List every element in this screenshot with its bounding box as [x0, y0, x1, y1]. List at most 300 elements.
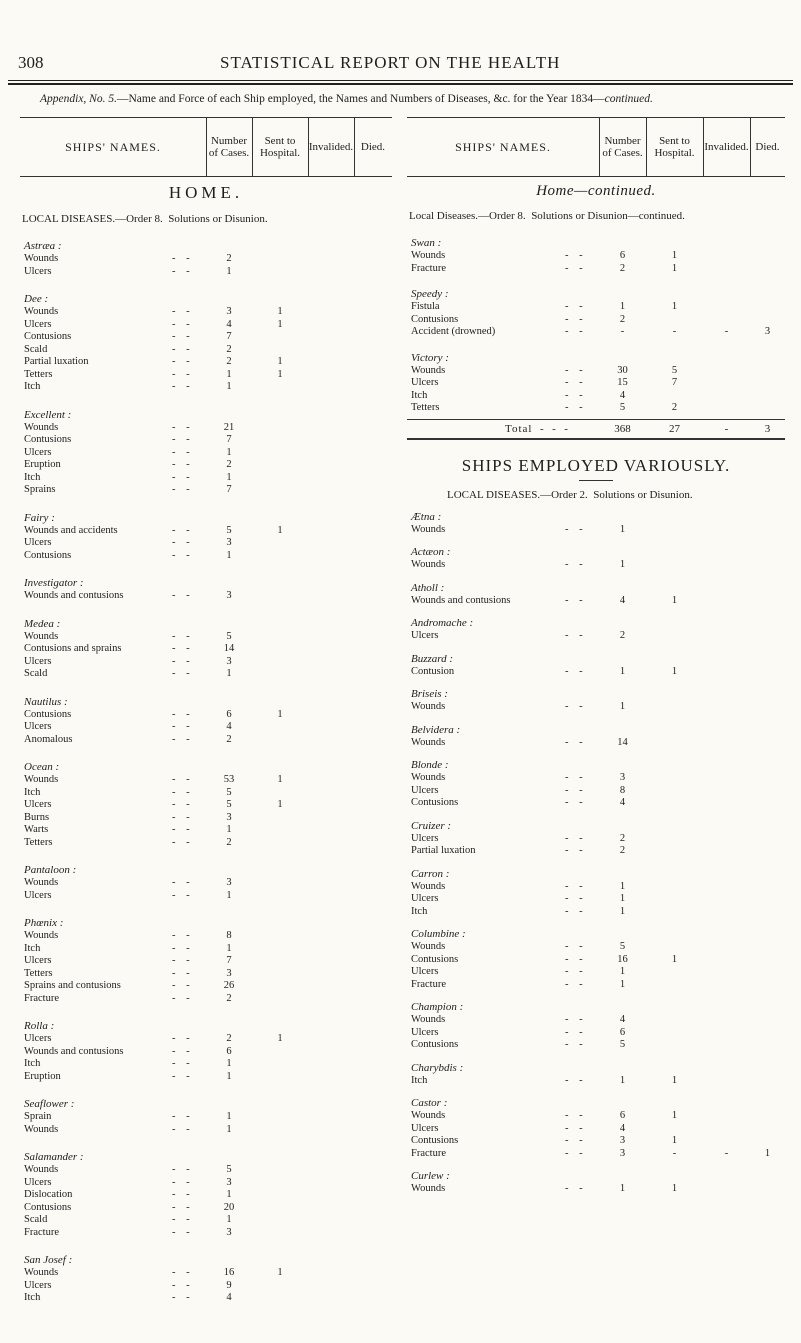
leader-dashes: - -	[565, 301, 587, 312]
disease-label: Ulcers	[24, 799, 52, 810]
table-row	[407, 1075, 785, 1088]
cases-value: 4	[619, 389, 626, 401]
table-row	[407, 314, 785, 327]
table-row	[20, 824, 392, 837]
disease-label: Fracture	[24, 1226, 59, 1238]
leader-dashes: - -	[565, 893, 587, 904]
cases-value: 1	[226, 1070, 232, 1082]
table-row	[407, 1148, 785, 1161]
cases-value: 4	[619, 1122, 626, 1134]
leader-dashes: - -	[172, 331, 194, 342]
leader-dashes: - -	[565, 523, 587, 535]
disease-label: Wounds	[411, 559, 446, 570]
table-row	[20, 1214, 392, 1227]
table-row	[20, 306, 392, 319]
header-ships-names: SHIPS' NAMES.	[65, 140, 161, 154]
disease-label: Ulcers	[411, 966, 439, 977]
table-row	[20, 890, 392, 903]
disease-label: Wounds and contusions	[24, 590, 124, 601]
header-number-of-cases: Number of Cases.	[602, 135, 643, 159]
disease-label: Contusions	[24, 434, 72, 445]
cases-value: 3	[619, 1147, 626, 1159]
header-number-of-cases: Number of Cases.	[208, 135, 250, 159]
leader-dashes: - -	[172, 590, 194, 601]
total-hospital: 27	[669, 422, 680, 435]
hospital-value: 1	[671, 262, 678, 274]
disease-label: Wounds	[411, 772, 446, 783]
leader-dashes: - -	[172, 836, 194, 848]
disease-order-note: Solutions or Disunion.	[593, 488, 693, 501]
cases-value: 1	[226, 381, 232, 392]
page-number: 308	[18, 53, 44, 72]
leader-dashes: - -	[172, 318, 194, 330]
cases-value: 4	[619, 797, 626, 808]
table-row	[407, 402, 785, 415]
table-row	[407, 1014, 785, 1027]
disease-label: Contusions	[24, 708, 72, 720]
cases-value: 5	[226, 786, 232, 798]
top-rule	[8, 80, 793, 85]
ship-name: Fairy :	[24, 511, 55, 524]
ship-name: Carron :	[411, 867, 450, 880]
leader-dashes: - -	[565, 845, 587, 856]
leader-dashes: - -	[565, 389, 587, 401]
cases-value: 6	[226, 1045, 232, 1057]
disease-label: Itch	[24, 381, 41, 392]
cases-value: 2	[226, 1033, 232, 1044]
cases-value: 26	[223, 980, 235, 991]
cases-value: 5	[226, 524, 232, 536]
disease-label: Wounds and contusions	[411, 594, 511, 606]
ship-block	[20, 863, 392, 902]
table-row	[407, 559, 785, 572]
table-row	[407, 966, 785, 979]
ship-block	[407, 236, 785, 275]
hospital-value: 5	[671, 364, 678, 376]
cases-value: 2	[226, 836, 232, 848]
leader-dashes: - -	[172, 1176, 194, 1188]
disease-order-label: LOCAL DISEASES.—Order 8.	[22, 213, 163, 225]
hospital-value: 1	[277, 318, 283, 330]
cases-value: 2	[226, 733, 232, 745]
cases-value: 5	[619, 1039, 626, 1050]
table-row	[20, 422, 392, 435]
disease-label: Wounds	[411, 1183, 446, 1194]
disease-label: Ulcers	[411, 832, 439, 844]
ship-name: Seaflower :	[24, 1098, 75, 1110]
leader-dashes: - -	[172, 992, 194, 1004]
disease-label: Ulcers	[24, 265, 52, 277]
cases-value: 3	[619, 1135, 626, 1146]
disease-label: Wounds	[411, 523, 446, 535]
ship-name: Excellent :	[24, 408, 72, 421]
table-row	[20, 525, 392, 538]
cases-value: 6	[619, 1026, 626, 1038]
right-table	[407, 117, 785, 1196]
leader-dashes: - -	[172, 1214, 194, 1225]
disease-label: Contusions	[411, 797, 459, 808]
leader-dashes: - -	[172, 708, 194, 720]
ship-block	[407, 652, 785, 679]
ship-block	[407, 581, 785, 608]
hospital-value: 1	[671, 594, 678, 606]
ship-name: Phœnix :	[24, 917, 64, 929]
leader-dashes: - -	[172, 811, 194, 823]
disease-label: Contusions	[411, 1135, 459, 1146]
table-row	[20, 369, 392, 382]
cases-value: 1	[226, 668, 232, 679]
leader-dashes: - -	[172, 1279, 194, 1291]
cases-value: 2	[226, 343, 232, 355]
leader-dashes: - -	[565, 326, 587, 337]
leader-dashes: - -	[172, 265, 194, 277]
disease-label: Itch	[24, 471, 41, 483]
table-row	[407, 954, 785, 967]
leader-dashes: - -	[172, 1045, 194, 1057]
leader-dashes: - -	[172, 549, 194, 561]
cases-value: 3	[226, 655, 232, 667]
hospital-value: 1	[671, 665, 678, 677]
disease-label: Wounds	[411, 880, 446, 892]
disease-label: Tetters	[411, 402, 440, 413]
cases-value: 3	[226, 1226, 232, 1238]
table-row	[20, 1124, 392, 1137]
table-row	[20, 459, 392, 472]
table-row	[20, 1280, 392, 1293]
cases-value: 5	[619, 941, 626, 952]
hospital-value: 1	[671, 1183, 678, 1194]
right-disease-order	[409, 210, 785, 222]
disease-label: Contusions and sprains	[24, 643, 122, 654]
cases-value: 7	[226, 434, 232, 445]
hospital-value: 1	[277, 1033, 283, 1044]
leader-dashes: - -	[172, 1201, 194, 1213]
disease-label: Wounds	[411, 941, 446, 952]
leader-dashes: - -	[172, 524, 194, 536]
cases-value: 1	[226, 446, 232, 458]
ship-block	[407, 758, 785, 810]
table-row	[20, 1267, 392, 1280]
leader-dashes: - -	[172, 368, 194, 380]
cases-value: 20	[223, 1201, 235, 1213]
disease-label: Ulcers	[411, 377, 439, 388]
leader-dashes: - -	[565, 1183, 587, 1194]
disease-label: Ulcers	[24, 889, 52, 901]
disease-label: Ulcers	[24, 721, 52, 732]
disease-label: Wounds	[24, 253, 59, 264]
table-row	[407, 737, 785, 750]
table-row	[20, 955, 392, 968]
ship-name: Pantaloon :	[24, 864, 77, 876]
ship-block	[407, 1061, 785, 1088]
table-row	[20, 812, 392, 825]
cases-value: 7	[226, 331, 232, 342]
cases-value: 3	[226, 590, 232, 601]
left-disease-order	[22, 213, 392, 225]
table-row	[20, 266, 392, 279]
disease-label: Fistula	[411, 301, 440, 312]
leader-dashes: - -	[172, 967, 194, 979]
leader-dashes: - -	[565, 1074, 587, 1086]
leader-dashes: - -	[565, 880, 587, 892]
cases-value: 3	[226, 811, 232, 823]
cases-value: 21	[223, 421, 235, 433]
table-caption	[40, 93, 653, 105]
ship-name: Charybdis :	[411, 1061, 464, 1074]
leader-dashes: - -	[172, 1111, 194, 1122]
leader-dashes: - -	[172, 630, 194, 642]
ship-block	[407, 1096, 785, 1160]
ship-block	[20, 760, 392, 849]
disease-label: Contusions	[24, 549, 72, 561]
disease-label: Wounds	[24, 1123, 59, 1135]
disease-label: Itch	[411, 389, 428, 401]
disease-label: Partial luxation	[24, 356, 89, 367]
leader-dashes: - -	[172, 980, 194, 991]
disease-label: Wounds	[411, 1110, 446, 1121]
table-row	[20, 721, 392, 734]
cases-value: 7	[226, 955, 232, 966]
disease-label: Ulcers	[411, 630, 439, 641]
table-row	[407, 666, 785, 679]
disease-order-label: LOCAL DISEASES.—Order 2.	[447, 488, 588, 501]
leader-dashes: - -	[172, 1164, 194, 1175]
hospital-value: 1	[671, 250, 678, 261]
leader-dashes: - -	[172, 824, 194, 835]
cases-value: 2	[226, 253, 232, 264]
cases-value: 4	[619, 1014, 626, 1025]
leader-dashes: - -	[172, 537, 194, 548]
disease-label: Fracture	[24, 992, 59, 1004]
hospital-value: 1	[277, 708, 283, 720]
cases-value: 16	[223, 1267, 235, 1278]
caption-prefix: Appendix, No. 5.	[40, 93, 117, 105]
ship-name: Rolla :	[24, 1020, 55, 1032]
ship-name: Columbine :	[411, 928, 466, 940]
leader-dashes: - -	[172, 471, 194, 483]
table-row	[407, 326, 785, 339]
table-row	[20, 787, 392, 800]
disease-label: Contusions	[24, 1201, 72, 1213]
disease-label: Sprain	[24, 1111, 52, 1122]
leader-dashes: - -	[172, 668, 194, 679]
cases-value: 14	[223, 643, 235, 654]
leader-dashes: - -	[565, 630, 587, 641]
cases-value: 2	[619, 845, 626, 856]
ship-block	[20, 239, 392, 278]
ship-name: Curlew :	[411, 1170, 450, 1182]
variously-disease-order	[447, 489, 785, 501]
total-invalided: -	[724, 422, 729, 435]
cases-value: 5	[226, 799, 232, 810]
cases-value: 3	[226, 877, 232, 888]
table-row	[20, 631, 392, 644]
cases-value: 4	[619, 594, 626, 606]
disease-label: Dislocation	[24, 1189, 73, 1200]
cases-value: 5	[226, 630, 232, 642]
cases-value: 1	[226, 1111, 232, 1122]
disease-label: Warts	[24, 824, 49, 835]
cases-value: 1	[226, 368, 232, 380]
cases-value: 2	[226, 356, 232, 367]
table-row	[407, 250, 785, 263]
ship-name: Belvidera :	[411, 723, 461, 736]
header-sent-to-hospital: Sent to Hospital.	[259, 135, 301, 159]
table-row	[20, 1046, 392, 1059]
disease-label: Ulcers	[24, 1279, 52, 1291]
leader-dashes: - -	[565, 1026, 587, 1038]
leader-dashes: - -	[565, 1135, 587, 1146]
invalided-value: -	[724, 326, 729, 337]
disease-label: Ulcers	[411, 784, 439, 796]
table-row	[407, 701, 785, 714]
table-row	[20, 253, 392, 266]
ship-block	[20, 576, 392, 603]
hospital-value: 1	[277, 774, 283, 785]
cases-value: 30	[617, 364, 628, 376]
cases-value: 1	[226, 889, 232, 901]
disease-label: Ulcers	[24, 1033, 52, 1044]
disease-label: Contusion	[411, 665, 455, 677]
table-row	[20, 537, 392, 550]
table-row	[20, 550, 392, 563]
header-sent-to-hospital: Sent to Hospital.	[654, 135, 695, 159]
cases-value: 1	[619, 523, 626, 535]
cases-value: 1	[619, 978, 626, 990]
table-row	[20, 837, 392, 850]
leader-dashes: - -	[172, 733, 194, 745]
variously-ship-list	[407, 510, 785, 1196]
ship-name: Ocean :	[24, 761, 60, 773]
cases-value: 2	[619, 262, 626, 274]
cases-value: 1	[619, 301, 626, 312]
total-row	[407, 419, 785, 440]
hospital-value: 1	[671, 1074, 678, 1086]
cases-value: 1	[619, 880, 626, 892]
table-row	[20, 1111, 392, 1124]
table-row	[20, 643, 392, 656]
disease-label: Itch	[411, 1074, 428, 1086]
disease-label: Ulcers	[411, 1026, 439, 1038]
table-row	[407, 845, 785, 858]
leader-dashes: - -	[172, 343, 194, 355]
ship-block	[407, 287, 785, 339]
header-invalided: Invalided.	[704, 141, 749, 153]
ship-block	[20, 916, 392, 1005]
ship-name: Andromache :	[411, 617, 474, 629]
cases-value: 1	[619, 966, 626, 977]
cases-value: 3	[619, 772, 626, 783]
caption-suffix: continued.	[604, 93, 653, 105]
hospital-value: 1	[671, 1110, 678, 1121]
cases-value: 2	[619, 313, 626, 325]
ship-name: Actæon :	[411, 546, 451, 558]
disease-label: Fracture	[411, 978, 446, 990]
hospital-value: 1	[671, 953, 678, 965]
ship-block	[20, 617, 392, 681]
leader-dashes: - -	[172, 306, 194, 317]
leader-dashes: - -	[565, 797, 587, 808]
leader-dashes: - -	[565, 250, 587, 261]
table-row	[20, 344, 392, 357]
table-row	[407, 630, 785, 643]
leader-dashes: - -	[172, 1226, 194, 1238]
cases-value: 3	[226, 306, 232, 317]
table-row	[407, 365, 785, 378]
table-row	[20, 943, 392, 956]
leader-dashes: - -	[172, 799, 194, 810]
header-died: Died.	[755, 141, 780, 153]
disease-label: Burns	[24, 811, 50, 823]
disease-label: Itch	[24, 1292, 41, 1303]
leader-dashes: - -	[565, 1110, 587, 1121]
table-row	[20, 319, 392, 332]
disease-label: Ulcers	[24, 318, 52, 330]
table-row	[407, 1027, 785, 1040]
disease-label: Tetters	[24, 836, 53, 848]
disease-label: Itch	[411, 905, 428, 917]
table-row	[20, 472, 392, 485]
disease-label: Partial luxation	[411, 845, 476, 856]
leader-dashes: - -	[172, 434, 194, 445]
cases-value: 1	[226, 942, 232, 954]
hospital-value: -	[672, 1147, 677, 1159]
ship-block	[20, 695, 392, 747]
cases-value: 8	[226, 930, 232, 941]
cases-value: 1	[226, 1058, 232, 1069]
disease-label: Eruption	[24, 1070, 61, 1082]
ship-block	[20, 408, 392, 497]
cases-value: 1	[226, 1123, 232, 1135]
leader-dashes: - -	[565, 941, 587, 952]
disease-label: Contusions	[411, 953, 459, 965]
table-row	[407, 785, 785, 798]
disease-order-label: Local Diseases.—Order 8.	[409, 210, 526, 222]
ship-block	[407, 819, 785, 858]
cases-value: 2	[619, 832, 626, 844]
hospital-value: 1	[277, 306, 283, 317]
leader-dashes: - -	[172, 721, 194, 732]
caption-text: —Name and Force of each Ship employed, the Names and Numbers of Diseases, &c. for the Year 1834—	[116, 93, 605, 105]
leader-dashes: - -	[172, 643, 194, 654]
table-row	[407, 301, 785, 314]
cases-value: 3	[226, 967, 232, 979]
disease-label: Wounds	[411, 736, 446, 748]
table-row	[407, 263, 785, 276]
disease-label: Contusions	[411, 313, 459, 325]
leader-dashes: - -	[565, 594, 587, 606]
table-row	[20, 1189, 392, 1202]
ship-block	[407, 351, 785, 415]
table-row	[20, 774, 392, 787]
table-row	[20, 656, 392, 669]
cases-value: 1	[619, 905, 626, 917]
disease-label: Contusions	[411, 1039, 459, 1050]
ship-name: Medea :	[24, 617, 61, 630]
table-row	[20, 734, 392, 747]
cases-value: 4	[226, 721, 232, 732]
hospital-value: -	[672, 326, 677, 337]
table-row	[20, 1033, 392, 1046]
table-row	[20, 877, 392, 890]
ship-name: Victory :	[411, 351, 449, 364]
disease-label: Wounds	[24, 930, 59, 941]
cases-value: 1	[619, 1183, 626, 1194]
died-value: 3	[764, 326, 771, 337]
disease-label: Wounds and accidents	[24, 524, 118, 536]
leader-dashes: - -	[172, 356, 194, 367]
hospital-value: 1	[277, 356, 283, 367]
